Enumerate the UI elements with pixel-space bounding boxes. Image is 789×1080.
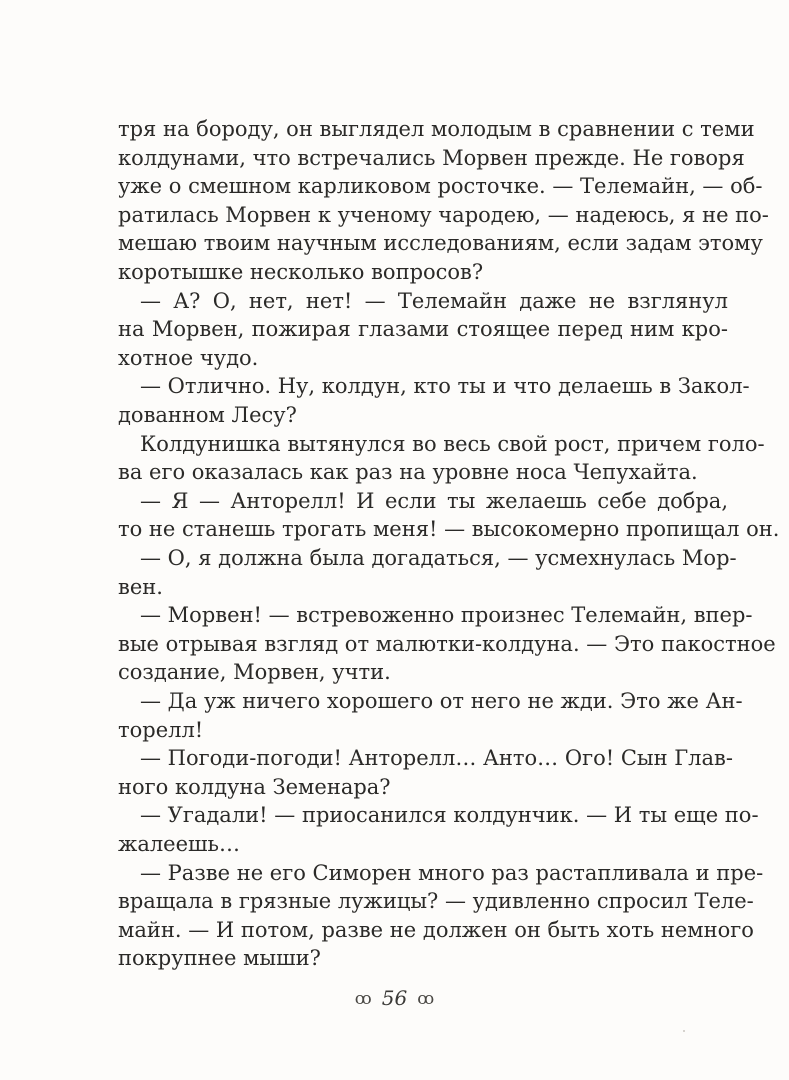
text-line-9: хотное чудо. — [118, 345, 259, 370]
text-line-1: тря на бороду, он выглядел молодым в сравнении с теми — [118, 117, 755, 141]
text-line-16: — О, я должна была догадаться, — усмехнулась Мор- — [140, 546, 737, 570]
text-line-8: на Морвен, пожирая глазами стоящее перед ним кро- — [118, 317, 728, 342]
text-line-21: — Да уж ничего хорошего от него не жди. Это же Ан- — [140, 689, 743, 713]
text-line-4: ратилась Морвен к ученому чародею, — надеюсь, я не по- — [118, 202, 769, 227]
text-line-20: создание, Морвен, учти. — [118, 660, 391, 685]
paper-speck — [683, 1030, 685, 1032]
text-line-23: — Погоди-погоди! Анторелл… Анто… Ого! Сын Глав- — [140, 746, 733, 771]
right-ornament-icon: ꝏ — [417, 989, 435, 1009]
page-number: 56 — [381, 986, 408, 1010]
text-line-24: ного колдуна Земенара? — [118, 774, 391, 799]
text-line-5: мешаю твоим научным исследованиям, если задам этому — [118, 231, 763, 256]
text-line-11: дованном Лесу? — [118, 403, 297, 427]
text-line-12: Колдунишка вытянулся во весь свой рост, причем голо- — [140, 431, 765, 456]
page-footer — [0, 986, 789, 1011]
text-line-28: вращала в грязные лужицы? — удивленно спросил Теле- — [118, 889, 754, 914]
text-line-19: вые отрывая взгляд от малютки-колдуна. — Это пакостное — [118, 631, 776, 656]
text-line-29: майн. — И потом, разве не должен он быть хоть немного — [118, 917, 754, 942]
text-line-17: вен. — [118, 574, 163, 599]
text-line-22: торелл! — [118, 717, 204, 742]
text-line-7: — А? О, нет, нет! — Телемайн даже не взглянул — [140, 288, 728, 313]
text-line-2: колдунами, что встречались Морвен прежде. Не говоря — [118, 145, 745, 170]
text-line-25: — Угадали! — приосанился колдунчик. — И ты еще по- — [140, 803, 759, 828]
text-line-30: покрупнее мыши? — [118, 946, 321, 971]
text-line-18: — Морвен! — встревоженно произнес Телемайн, впер- — [140, 603, 753, 628]
text-line-27: — Разве не его Симорен много раз растапливала и пре- — [140, 860, 764, 885]
text-line-15: то не станешь трогать меня! — высокомерно пропищал он. — [118, 517, 780, 542]
text-line-13: ва его оказалась как раз на уровне носа Чепухайта. — [118, 460, 698, 485]
text-line-26: жалеешь… — [118, 832, 240, 856]
text-line-14: — Я — Анторелл! И если ты желаешь себе добра, — [140, 488, 728, 513]
text-line-3: уже о смешном карликовом росточке. — Телемайн, — об- — [118, 174, 763, 199]
text-line-10: — Отлично. Ну, колдун, кто ты и что делаешь в Закол- — [140, 374, 750, 399]
left-ornament-icon: ꝏ — [354, 989, 372, 1009]
text-line-6: коротышке несколько вопросов? — [118, 260, 484, 284]
